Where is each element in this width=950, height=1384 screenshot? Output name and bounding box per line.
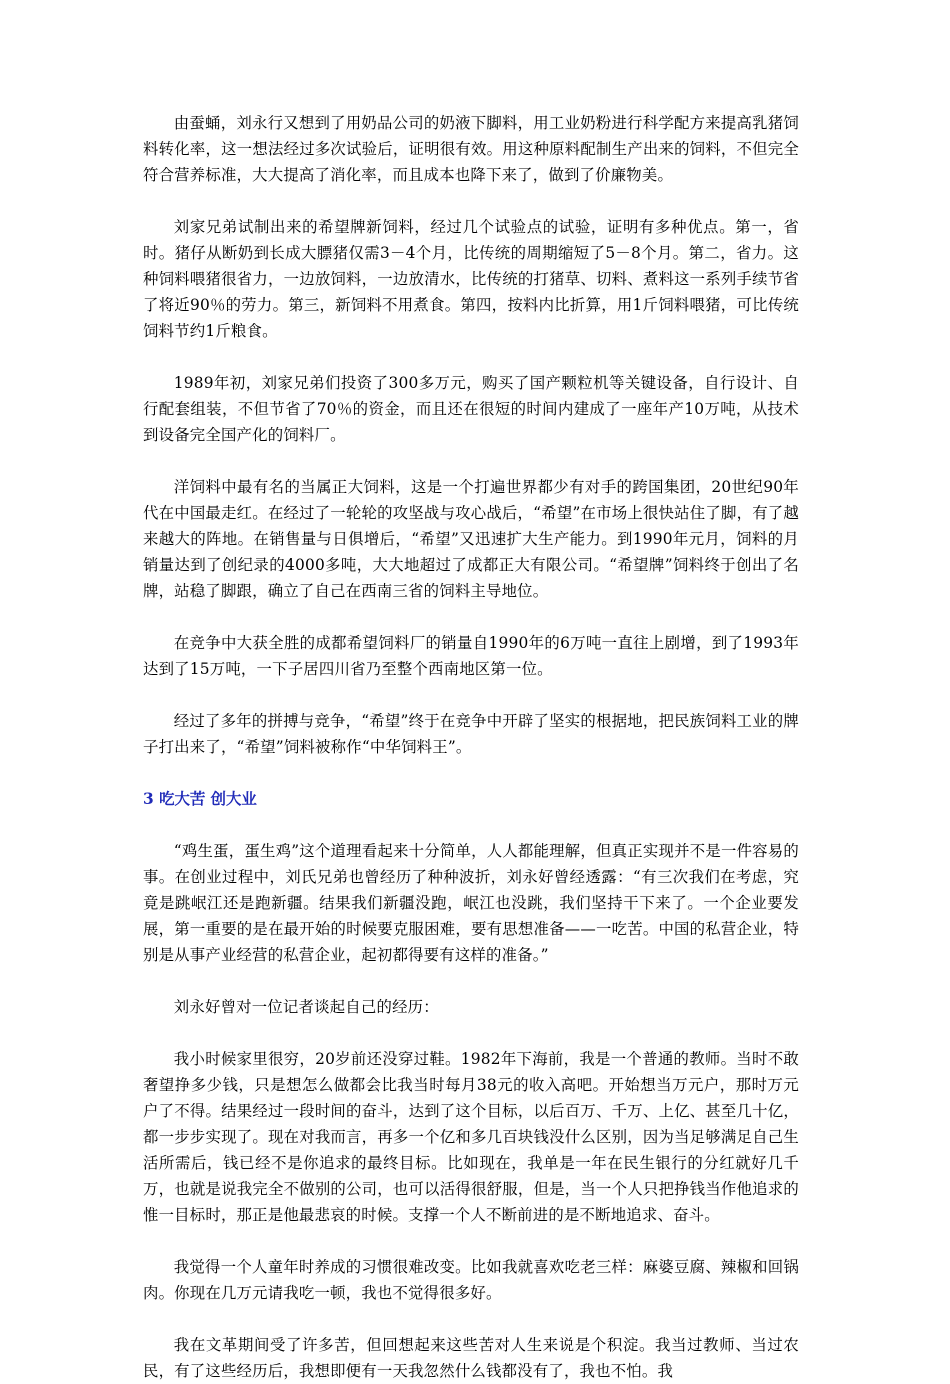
section-heading: 3 吃大苦 创大业 [143, 790, 257, 808]
paragraph-feed-advantages: 刘家兄弟试制出来的希望牌新饲料，经过几个试验点的试验，证明有多种优点。第一，省时。猪仔从断奶到长成大膘猪仅需3－4个月，比传统的周期缩短了5－8个月。第二，省力。这种饲料喂猪很省力，一边放饲料，一边放清水，比传统的打猪草、切料、煮料这一系列手续节省了将近90％的劳力。第三，新饲料不用煮食。第四，按料内比折算，用1斤饲料喂猪，可比传统饲料节约1斤粮食。 [143, 218, 799, 340]
paragraph-competition-zhengda: 洋饲料中最有名的当属正大饲料，这是一个打遍世界都少有对手的跨国集团，20世纪90年代在中国最走红。在经过了一轮轮的攻坚战与攻心战后，“希望”在市场上很快站住了脚，有了越来越大的阵地。在销售量与日俱增后，“希望”又迅速扩大生产能力。到1990年元月，饲料的月销量达到了创纪录的4000多吨，大大地超过了成都正大有限公司。“希望牌”饲料终于创出了名牌，站稳了脚跟，确立了自己在西南三省的饲料主导地位。 [143, 478, 799, 600]
paragraph-childhood-poverty: 我小时候家里很穷，20岁前还没穿过鞋。1982年下海前，我是一个普通的教师。当时不敢奢望挣多少钱，只是想怎么做都会比我当时每月38元的收入高吧。开始想当万元户，那时万元户了不得。结果经过一段时间的奋斗，达到了这个目标，以后百万、千万、上亿、甚至几十亿，都一步步实现了。现在对我而言，再多一个亿和多几百块钱没什么区别，因为当足够满足自己生活所需后，钱已经不是你追求的最终目标。比如现在，我单是一年在民生银行的分红就好几千万，也就是说我完全不做别的公司，也可以活得很舒服，但是，当一个人只把挣钱当作他追求的惟一目标时，那正是他最悲哀的时候。支撑一个人不断前进的是不断地追求、奋斗。 [143, 1050, 799, 1224]
document-body [143, 110, 799, 1384]
paragraph-reporter-intro: 刘永好曾对一位记者谈起自己的经历： [173, 998, 439, 1016]
paragraph-cultural-revolution: 我在文革期间受了许多苦，但回想起来这些苦对人生来说是个积淀。我当过教师、当过农民，有了这些经历后，我想即便有一天我忽然什么钱都没有了，我也不怕。我 [143, 1336, 799, 1380]
paragraph-milk-feed: 由蚕蛹，刘永行又想到了用奶品公司的奶液下脚料，用工业奶粉进行科学配方来提高乳猪饲料转化率，这一想法经过多次试验后，证明很有效。用这种原料配制生产出来的饲料，不但完全符合营养标准，大大提高了消化率，而且成本也降下来了，做到了价廉物美。 [143, 114, 799, 184]
paragraph-feed-king: 经过了多年的拼搏与竞争，“希望”终于在竞争中开辟了坚实的根据地，把民族饲料工业的牌子打出来了，“希望”饲料被称作“中华饲料王”。 [143, 712, 799, 756]
paragraph-chicken-egg: “鸡生蛋，蛋生鸡”这个道理看起来十分简单，人人都能理解，但真正实现并不是一件容易的事。在创业过程中，刘氏兄弟也曾经历了种种波折，刘永好曾经透露：“有三次我们在考虑，究竟是跳岷江还是跑新疆。结果我们新疆没跑，岷江也没跳，我们坚持干下来了。一个企业要发展，第一重要的是在最开始的时候要克服困难，要有思想准备——一吃苦。中国的私营企业，特别是从事产业经营的私营企业，起初都得要有这样的准备。” [143, 842, 799, 964]
paragraph-habits: 我觉得一个人童年时养成的习惯很难改变。比如我就喜欢吃老三样：麻婆豆腐、辣椒和回锅肉。你现在几万元请我吃一顿，我也不觉得很多好。 [143, 1258, 799, 1302]
paragraph-sales-growth: 在竞争中大获全胜的成都希望饲料厂的销量自1990年的6万吨一直往上剧增，到了1993年达到了15万吨，一下子居四川省乃至整个西南地区第一位。 [143, 634, 799, 678]
paragraph-1989-factory: 1989年初，刘家兄弟们投资了300多万元，购买了国产颗粒机等关键设备，自行设计、自行配套组装，不但节省了70％的资金，而且还在很短的时间内建成了一座年产10万吨，从技术到设备完全国产化的饲料厂。 [143, 374, 799, 444]
